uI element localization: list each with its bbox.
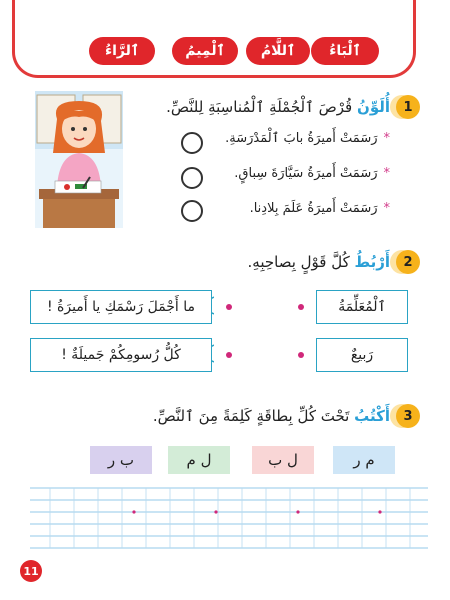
exercise-2-keyword: أَرْبُطُ	[354, 253, 390, 271]
exercise-2-instruction	[248, 253, 390, 271]
letter-card-2: ل م	[168, 446, 230, 474]
girl-drawing-illustration	[35, 91, 123, 228]
sentence-3: *رَسَمَتْ أَميرَةُ عَلَمَ بِلادِنا.	[249, 201, 390, 216]
letter-card-4: م ر	[333, 446, 395, 474]
speaker-dot-1[interactable]	[298, 304, 304, 310]
speaker-box-rabie[interactable]: رَبيعٌ	[316, 338, 408, 372]
exercise-3-text: تَحْتَ كُلِّ بِطاقَةٍ كَلِمَةً مِنَ ٱلنَّصِّ.	[152, 407, 350, 425]
sentence-1: *رَسَمَتْ أَميرَةُ بابَ ٱلْمَدْرَسَةِ.	[225, 131, 390, 146]
exercise-1-text: قُرْصَ ٱلْجُمْلَةِ ٱلْمُناسِبَةِ لِلنَّصِّ.	[166, 98, 353, 116]
quote-box-1[interactable]: ما أَجْمَلَ رَسْمَكِ يا أَميرَةُ !	[30, 290, 212, 324]
exercise-3-number: 3	[396, 404, 420, 428]
quote-dot-1[interactable]	[226, 304, 232, 310]
page-number: 11	[20, 560, 42, 582]
exercise-1-instruction	[166, 98, 390, 116]
sentence-2: *رَسَمَتْ أَميرَةُ سَيَّارَةَ سِباقٍ.	[234, 166, 390, 181]
exercise-2-number: 2	[396, 250, 420, 274]
exercise-1-number: 1	[396, 95, 420, 119]
exercise-3-instruction	[153, 407, 390, 425]
quote-box-2[interactable]: كُلُّ رُسومِكُمْ جَميلَةٌ !	[30, 338, 212, 372]
exercise-2-text: كُلَّ قَوْلٍ بِصاحِبِهِ.	[247, 253, 350, 271]
letter-pill-ba: ٱلْبَاءُ	[311, 37, 379, 65]
bullet-star-icon: *	[383, 166, 390, 181]
letter-pill-mim: ٱلْمِيمُ	[172, 37, 238, 65]
writing-lines[interactable]	[30, 486, 428, 552]
exercise-1-keyword: أُلَوِّنُ	[357, 98, 390, 116]
bullet-star-icon: *	[383, 201, 390, 216]
speaker-box-teacher[interactable]: ٱلْمُعَلِّمَةُ	[316, 290, 408, 324]
choice-circle-1[interactable]	[181, 132, 203, 154]
quote-dot-2[interactable]	[226, 352, 232, 358]
letter-pill-ra: ٱلرَّاءُ	[89, 37, 155, 65]
letter-card-1: ب ر	[90, 446, 152, 474]
letter-card-3: ل ب	[252, 446, 314, 474]
exercise-3-keyword: أَكْتُبُ	[354, 407, 390, 425]
choice-circle-2[interactable]	[181, 167, 203, 189]
choice-circle-3[interactable]	[181, 200, 203, 222]
speaker-dot-2[interactable]	[298, 352, 304, 358]
letter-pill-lam: ٱللَّامُ	[246, 37, 310, 65]
bullet-star-icon: *	[383, 131, 390, 146]
